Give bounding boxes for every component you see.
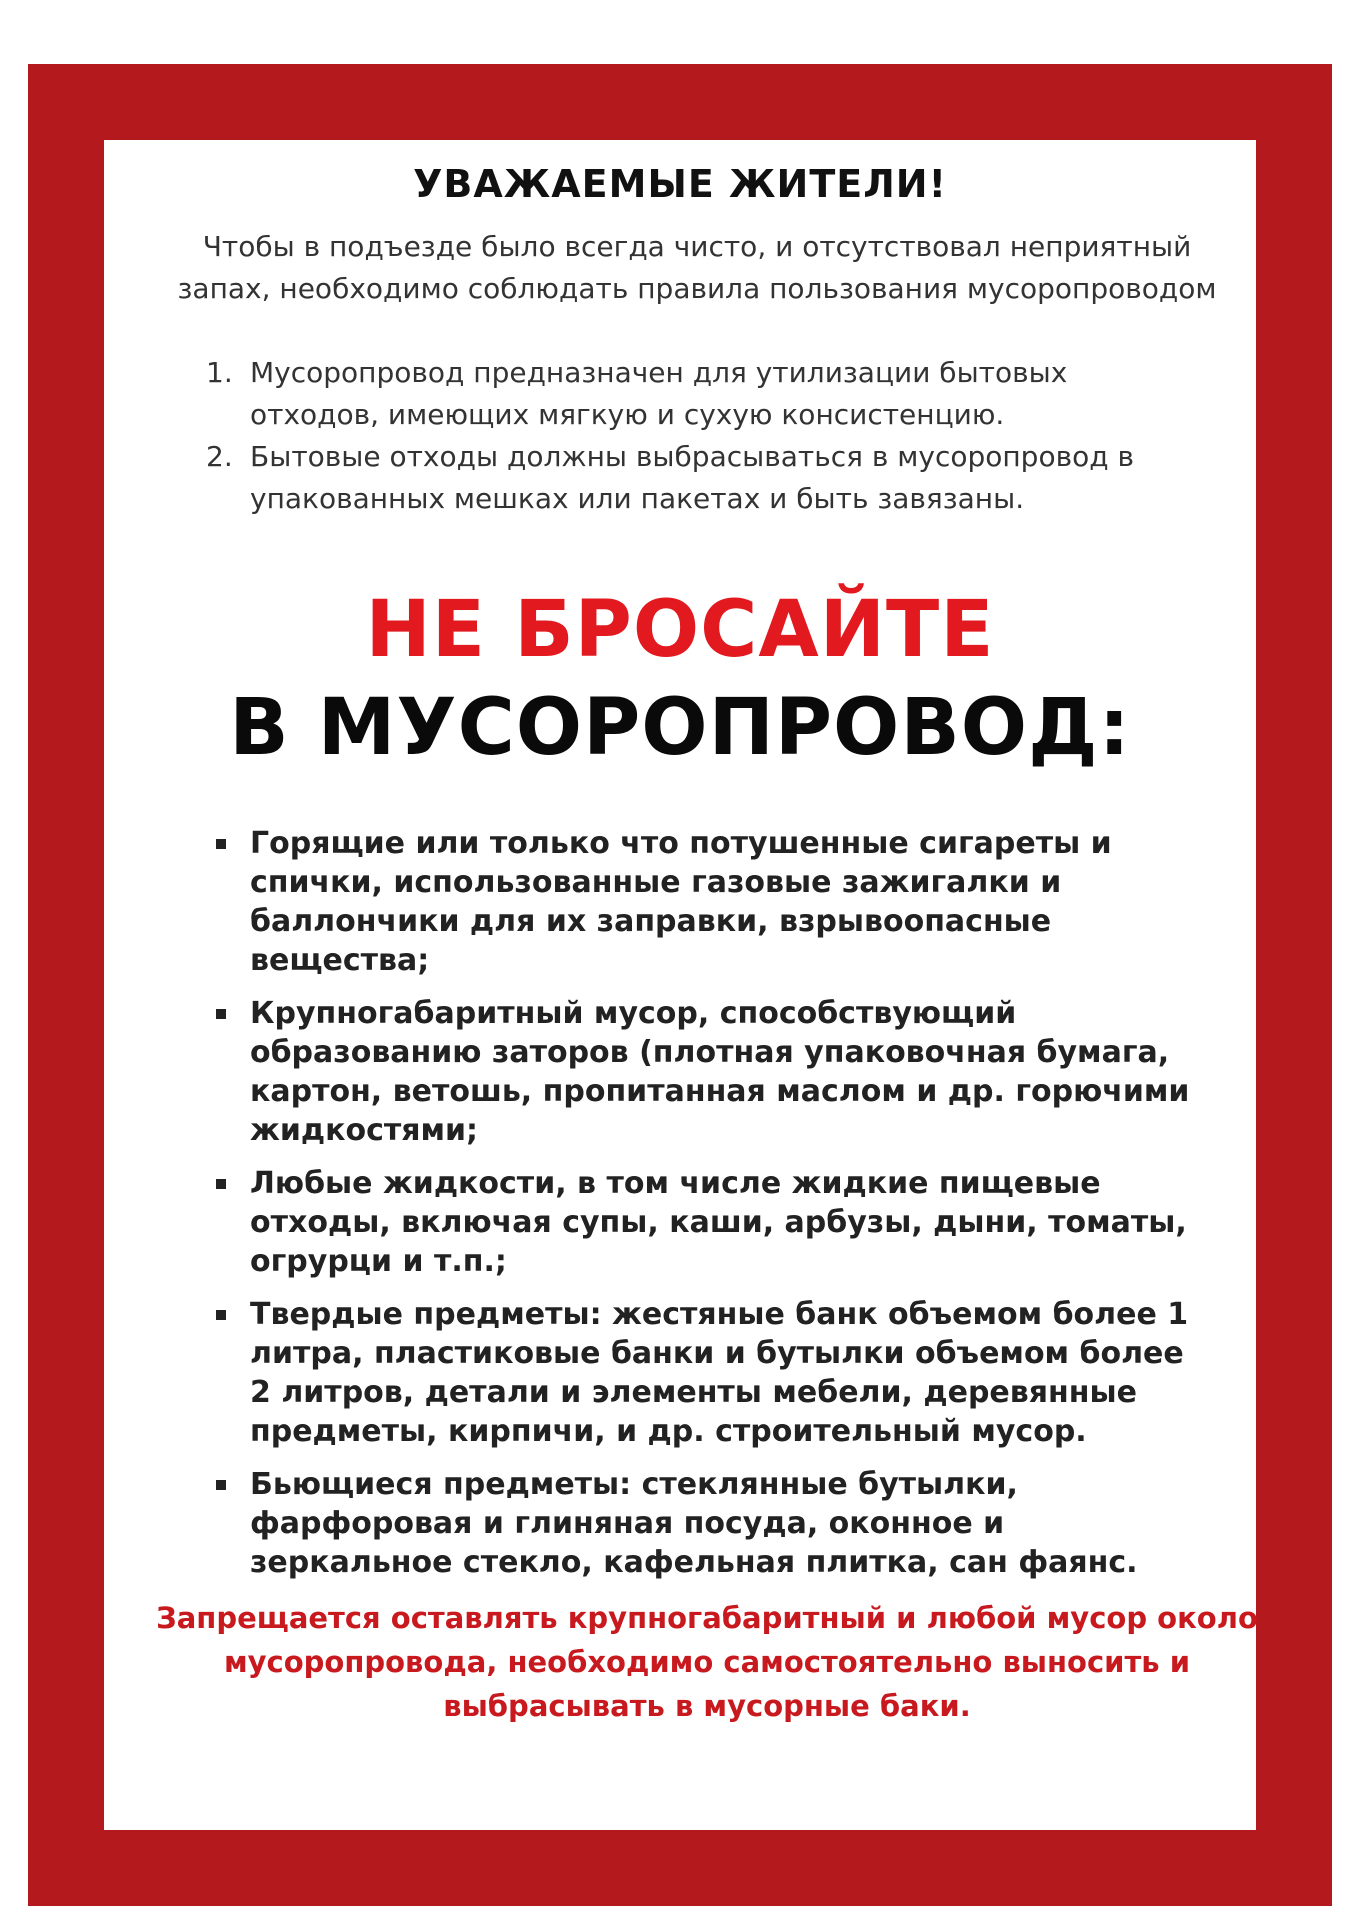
square-bullet-icon	[216, 1480, 226, 1490]
banned-item-text: Любые жидкости, в том числе жидкие пищевые отходы, включая супы, каши, арбузы, дыни, томаты, огрурци и т.п.;	[250, 1166, 1187, 1279]
rule-number: 2.	[206, 440, 233, 473]
rule-text: Бытовые отходы должны выбрасываться в мусоропровод в упакованных мешках или пакетах и быть завязаны.	[250, 440, 1134, 515]
banned-item	[152, 1295, 1198, 1451]
banned-item	[152, 824, 1198, 980]
intro-paragraph: Чтобы в подъезде было всегда чисто, и отсутствовал неприятный запах, необходимо соблюдать правила пользования мусоропроводом	[177, 230, 1217, 305]
headline-into-chute: В МУСОРОПРОВОД:	[229, 683, 1131, 773]
headline-do-not-throw: НЕ БРОСАЙТЕ	[365, 585, 995, 675]
banned-item-text: Крупногабаритный мусор, способствующий образованию заторов (плотная упаковочная бумага, картон, ветошь, пропитанная маслом и др. горючими жидкостями;	[250, 996, 1190, 1148]
banned-item	[152, 994, 1198, 1150]
banned-items-list	[152, 824, 1208, 1582]
square-bullet-icon	[216, 839, 226, 849]
banned-item-text: Горящие или только что потушенные сигареты и спички, использованные газовые зажигалки и баллончики для их заправки, взрывоопасные вещества;	[250, 826, 1112, 978]
square-bullet-icon	[216, 1310, 226, 1320]
rule-item	[152, 436, 1188, 520]
square-bullet-icon	[216, 1009, 226, 1019]
banned-item-text: Бьющиеся предметы: стеклянные бутылки, фарфоровая и глиняная посуда, оконное и зеркальное стекло, кафельная плитка, сан фаянс.	[250, 1467, 1138, 1580]
banned-item-text: Твердые предметы: жестяные банк объемом более 1 литра, пластиковые банки и бутылки объемом более 2 литров, детали и элементы мебели, деревянные предметы, кирпичи, и др. строительный мусор.	[250, 1297, 1189, 1449]
greeting-heading: УВАЖАЕМЫЕ ЖИТЕЛИ!	[413, 162, 947, 206]
poster-frame	[28, 64, 1332, 1906]
warning-text: Запрещается оставлять крупногабаритный и любой мусор около мусоропровода, необходимо самостоятельно выносить и выбрасывать в мусорные баки.	[156, 1601, 1258, 1723]
banned-item	[152, 1164, 1198, 1281]
rule-number: 1.	[206, 356, 233, 389]
rule-text: Мусоропровод предназначен для утилизации бытовых отходов, имеющих мягкую и сухую консистенцию.	[250, 356, 1068, 431]
banned-item	[152, 1465, 1198, 1582]
rule-item	[152, 352, 1188, 436]
rules-list	[152, 352, 1208, 520]
square-bullet-icon	[216, 1179, 226, 1189]
poster-content	[104, 140, 1256, 1830]
